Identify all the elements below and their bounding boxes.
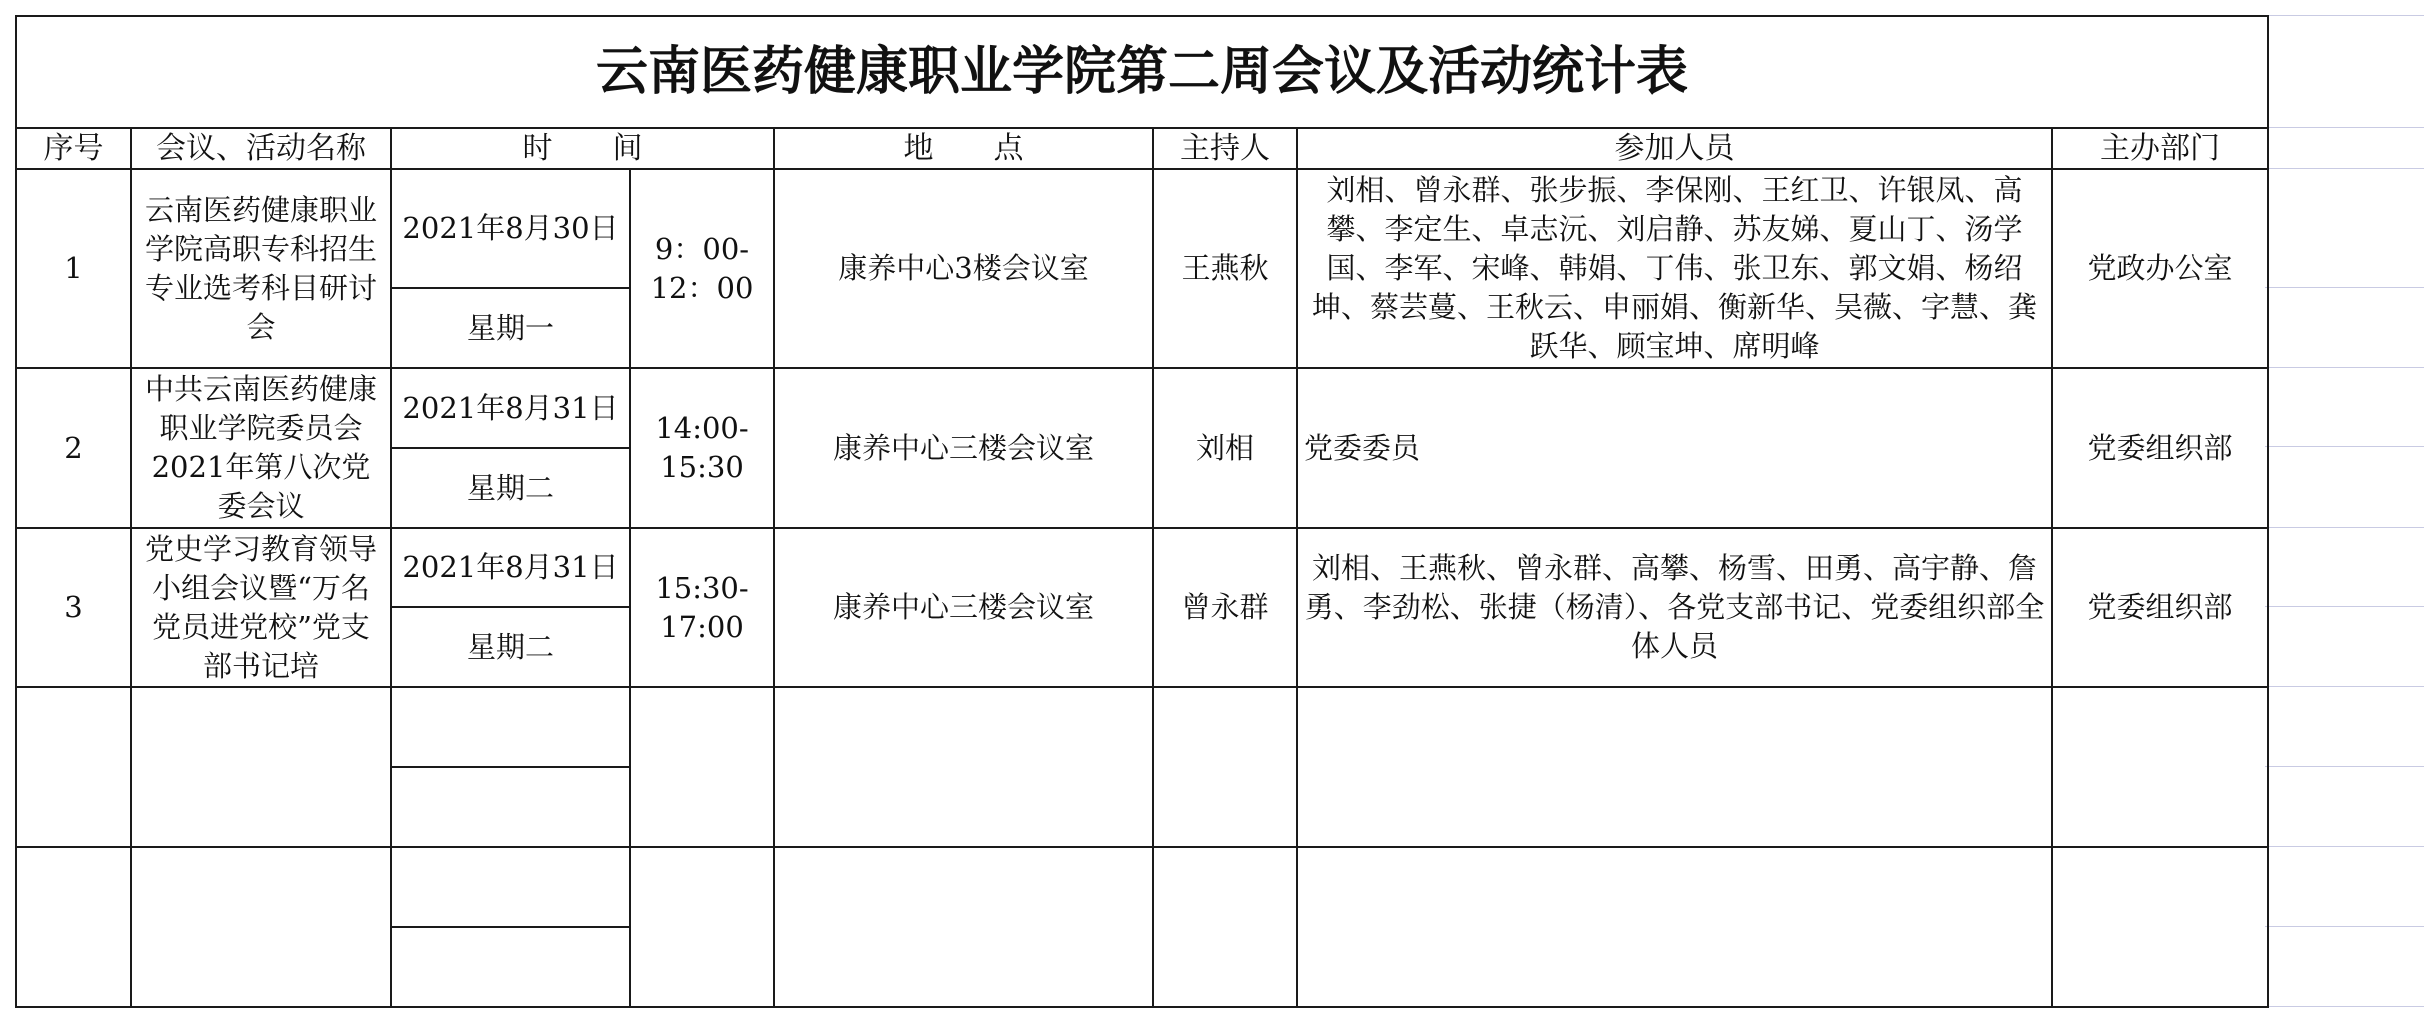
cell-dept[interactable]: 党政办公室 [2052, 169, 2268, 368]
grid-line [2265, 606, 2424, 607]
cell-seq[interactable] [16, 847, 131, 1007]
cell-meeting-name[interactable]: 云南医药健康职业学院高职专科招生专业选考科目研讨会 [131, 169, 391, 368]
cell-meeting-name[interactable] [131, 687, 391, 847]
grid-line [2265, 15, 2424, 16]
cell-weekday[interactable]: 星期二 [391, 607, 630, 687]
cell-place[interactable] [774, 687, 1153, 847]
cell-time[interactable]: 14:00-15:30 [630, 368, 774, 528]
table-title[interactable]: 云南医药健康职业学院第二周会议及活动统计表 [16, 16, 2268, 128]
grid-line [2265, 766, 2424, 767]
cell-date[interactable] [391, 847, 630, 927]
cell-dept[interactable]: 党委组织部 [2052, 528, 2268, 687]
grid-line [2265, 686, 2424, 687]
header-participants[interactable]: 参加人员 [1297, 128, 2052, 169]
cell-date[interactable]: 2021年8月31日 [391, 528, 630, 607]
cell-meeting-name[interactable] [131, 847, 391, 1007]
cell-time[interactable] [630, 687, 774, 847]
cell-dept[interactable] [2052, 687, 2268, 847]
cell-place[interactable]: 康养中心三楼会议室 [774, 528, 1153, 687]
header-dept[interactable]: 主办部门 [2052, 128, 2268, 169]
cell-date[interactable]: 2021年8月30日 [391, 169, 630, 288]
cell-host[interactable]: 曾永群 [1153, 528, 1297, 687]
cell-meeting-name[interactable]: 中共云南医药健康职业学院委员会2021年第八次党委会议 [131, 368, 391, 528]
grid-line [2265, 1006, 2424, 1007]
cell-participants[interactable]: 刘相、王燕秋、曾永群、高攀、杨雪、田勇、高宇静、詹勇、李劲松、张捷（杨清）、各党支部书记、党委组织部全体人员 [1297, 528, 2052, 687]
cell-host[interactable]: 王燕秋 [1153, 169, 1297, 368]
header-host[interactable]: 主持人 [1153, 128, 1297, 169]
cell-date[interactable] [391, 687, 630, 767]
cell-date[interactable]: 2021年8月31日 [391, 368, 630, 448]
grid-line [2265, 287, 2424, 288]
header-name[interactable]: 会议、活动名称 [131, 128, 391, 169]
cell-weekday[interactable] [391, 927, 630, 1007]
cell-participants[interactable] [1297, 847, 2052, 1007]
cell-weekday[interactable] [391, 767, 630, 847]
grid-line [2265, 926, 2424, 927]
header-place[interactable]: 地 点 [774, 128, 1153, 169]
cell-time[interactable]: 15:30-17:00 [630, 528, 774, 687]
cell-host[interactable]: 刘相 [1153, 368, 1297, 528]
grid-line [2265, 446, 2424, 447]
grid-line [2265, 527, 2424, 528]
cell-time[interactable] [630, 847, 774, 1007]
cell-seq[interactable]: 1 [16, 169, 131, 368]
cell-dept[interactable]: 党委组织部 [2052, 368, 2268, 528]
cell-seq[interactable]: 3 [16, 528, 131, 687]
cell-seq[interactable]: 2 [16, 368, 131, 528]
cell-place[interactable]: 康养中心3楼会议室 [774, 169, 1153, 368]
grid-line [2265, 168, 2424, 169]
cell-time[interactable]: 9：00-12：00 [630, 169, 774, 368]
cell-weekday[interactable]: 星期二 [391, 448, 630, 528]
cell-dept[interactable] [2052, 847, 2268, 1007]
header-seq[interactable]: 序号 [16, 128, 131, 169]
header-time[interactable]: 时 间 [391, 128, 774, 169]
cell-meeting-name[interactable]: 党史学习教育领导小组会议暨“万名党员进党校”党支部书记培 [131, 528, 391, 687]
cell-host[interactable] [1153, 847, 1297, 1007]
grid-line [2265, 127, 2424, 128]
grid-line [2265, 846, 2424, 847]
cell-host[interactable] [1153, 687, 1297, 847]
cell-participants[interactable]: 刘相、曾永群、张步振、李保刚、王红卫、许银凤、高攀、李定生、卓志沅、刘启静、苏友娣、夏山丁、汤学国、李军、宋峰、韩娟、丁伟、张卫东、郭文娟、杨绍坤、蔡芸蔓、王秋云、申丽娟、衡新华、吴薇、字慧、龚跃华、顾宝坤、席明峰 [1297, 169, 2052, 368]
cell-place[interactable] [774, 847, 1153, 1007]
meeting-statistics-table [15, 15, 2269, 1008]
cell-participants[interactable] [1297, 687, 2052, 847]
cell-participants[interactable]: 党委委员 [1297, 368, 2052, 528]
cell-weekday[interactable]: 星期一 [391, 288, 630, 368]
cell-place[interactable]: 康养中心三楼会议室 [774, 368, 1153, 528]
grid-line [2265, 367, 2424, 368]
cell-seq[interactable] [16, 687, 131, 847]
